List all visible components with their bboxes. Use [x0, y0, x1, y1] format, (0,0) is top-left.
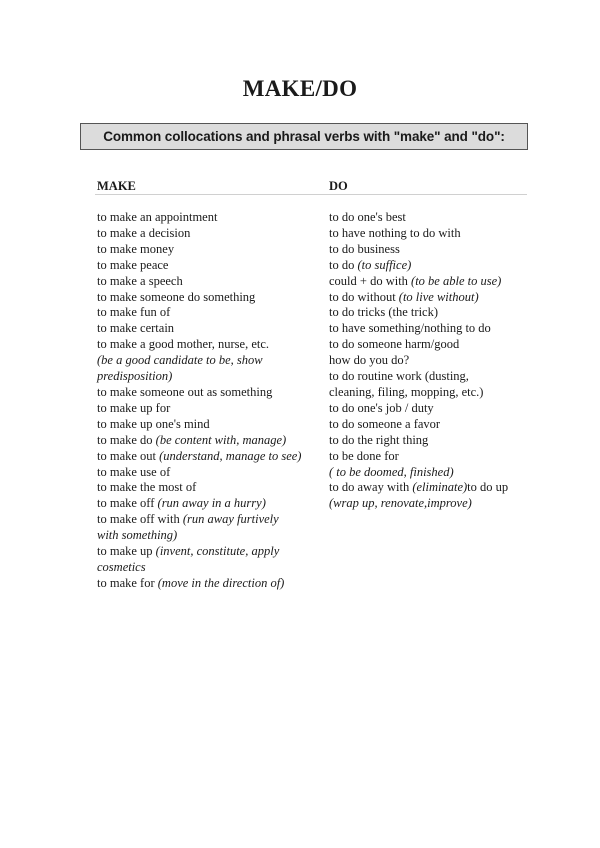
- make-phrase: to make peace: [97, 257, 169, 272]
- make-meaning: predisposition): [97, 369, 173, 384]
- make-list-item: [97, 305, 322, 321]
- do-list-item: [329, 258, 534, 274]
- make-phrase: to make someone do something: [97, 289, 256, 304]
- make-list-item: [97, 465, 322, 481]
- make-phrase: to make a decision: [97, 225, 191, 240]
- do-list-item: [329, 321, 534, 337]
- make-meaning: (move in the direction of): [157, 575, 285, 590]
- make-column-header: MAKE: [97, 179, 136, 193]
- do-phrase: to do routine work (dusting,: [329, 369, 469, 384]
- do-list-item: [329, 496, 534, 512]
- make-list-item: [97, 385, 322, 401]
- make-phrase: to make certain: [97, 321, 175, 336]
- make-phrase: to make out: [97, 448, 160, 463]
- do-list-item: [329, 480, 534, 496]
- make-collocation-list: [97, 210, 322, 592]
- make-meaning: (be a good candidate to be, show: [97, 353, 263, 368]
- make-phrase: to make up: [97, 544, 156, 559]
- do-list-item: [329, 290, 534, 306]
- make-list-item: [97, 321, 322, 337]
- do-collocation-list: [329, 210, 534, 512]
- make-phrase: to make fun of: [97, 305, 171, 320]
- make-list-item: [97, 274, 322, 290]
- do-list-item: [329, 465, 534, 481]
- do-list-item: [329, 210, 534, 226]
- do-list-item: [329, 385, 534, 401]
- do-phrase: could + do with: [329, 273, 412, 288]
- make-phrase: to make a good mother, nurse, etc.: [97, 337, 270, 352]
- do-list-item: [329, 401, 534, 417]
- make-list-item: [97, 210, 322, 226]
- make-list-item: [97, 369, 322, 385]
- do-phrase: cleaning, filing, mopping, etc.): [329, 384, 484, 399]
- make-list-item: [97, 480, 322, 496]
- make-phrase: to make someone out as something: [97, 384, 273, 399]
- do-list-item: [329, 433, 534, 449]
- do-list-item: [329, 226, 534, 242]
- do-list-item: [329, 369, 534, 385]
- make-meaning: (run away furtively: [182, 512, 279, 527]
- do-meaning: (wrap up, renovate,improve): [329, 496, 472, 511]
- page-title: MAKE/DO: [242, 76, 358, 101]
- make-meaning: (run away in a hurry): [157, 496, 266, 511]
- make-list-item: [97, 544, 322, 560]
- do-list-item: [329, 242, 534, 258]
- do-phrase: to have something/nothing to do: [329, 321, 491, 336]
- make-list-item: [97, 512, 322, 528]
- make-phrase: to make for: [97, 575, 158, 590]
- do-meaning: (to suffice): [357, 257, 412, 272]
- make-list-item: [97, 449, 322, 465]
- do-phrase: to do someone a favor: [329, 416, 441, 431]
- make-list-item: [97, 496, 322, 512]
- make-phrase: to make a speech: [97, 273, 183, 288]
- do-list-item: [329, 353, 534, 369]
- make-list-item: [97, 401, 322, 417]
- make-list-item: [97, 226, 322, 242]
- do-list-item: [329, 449, 534, 465]
- section-banner: Common collocations and phrasal verbs with "make" and "do":: [80, 123, 528, 150]
- make-list-item: [97, 258, 322, 274]
- header-divider: [95, 194, 527, 195]
- make-list-item: [97, 417, 322, 433]
- do-meaning: (eliminate): [412, 480, 468, 495]
- do-phrase: to be done for: [329, 448, 399, 463]
- do-phrase: to do one's best: [329, 210, 406, 224]
- make-phrase: to make up for: [97, 400, 171, 415]
- do-phrase: to do someone harm/good: [329, 337, 460, 352]
- make-list-item: [97, 337, 322, 353]
- do-phrase: how do you do?: [329, 353, 410, 368]
- make-list-item: [97, 242, 322, 258]
- do-meaning: ( to be doomed, finished): [329, 464, 454, 479]
- make-phrase: to make an appointment: [97, 210, 218, 224]
- make-meaning: cosmetics: [97, 559, 146, 574]
- make-list-item: [97, 433, 322, 449]
- make-phrase: to make use of: [97, 464, 171, 479]
- do-phrase: to do tricks (the trick): [329, 305, 438, 320]
- do-meaning: (to live without): [398, 289, 479, 304]
- make-list-item: [97, 576, 322, 592]
- do-list-item: [329, 417, 534, 433]
- do-phrase-continued: to do up: [467, 480, 509, 495]
- do-phrase: to do the right thing: [329, 432, 429, 447]
- make-phrase: to make the most of: [97, 480, 197, 495]
- do-meaning: (to be able to use): [411, 273, 502, 288]
- make-meaning: (understand, manage to see): [159, 448, 302, 463]
- do-list-item: [329, 305, 534, 321]
- make-meaning: (invent, constitute, apply: [155, 544, 280, 559]
- make-list-item: [97, 290, 322, 306]
- do-phrase: to do: [329, 257, 358, 272]
- do-column-header: DO: [329, 179, 348, 193]
- make-phrase: to make off with: [97, 512, 183, 527]
- make-list-item: [97, 528, 322, 544]
- do-phrase: to have nothing to do with: [329, 225, 461, 240]
- do-list-item: [329, 274, 534, 290]
- do-phrase: to do one's job / duty: [329, 400, 434, 415]
- do-list-item: [329, 337, 534, 353]
- make-meaning: with something): [97, 528, 178, 543]
- make-phrase: to make do: [97, 432, 156, 447]
- make-phrase: to make up one's mind: [97, 416, 210, 431]
- make-list-item: [97, 560, 322, 576]
- make-phrase: to make money: [97, 241, 175, 256]
- do-phrase: to do business: [329, 241, 400, 256]
- do-phrase: to do away with: [329, 480, 413, 495]
- make-phrase: to make off: [97, 496, 158, 511]
- make-list-item: [97, 353, 322, 369]
- make-meaning: (be content with, manage): [155, 432, 287, 447]
- do-phrase: to do without: [329, 289, 399, 304]
